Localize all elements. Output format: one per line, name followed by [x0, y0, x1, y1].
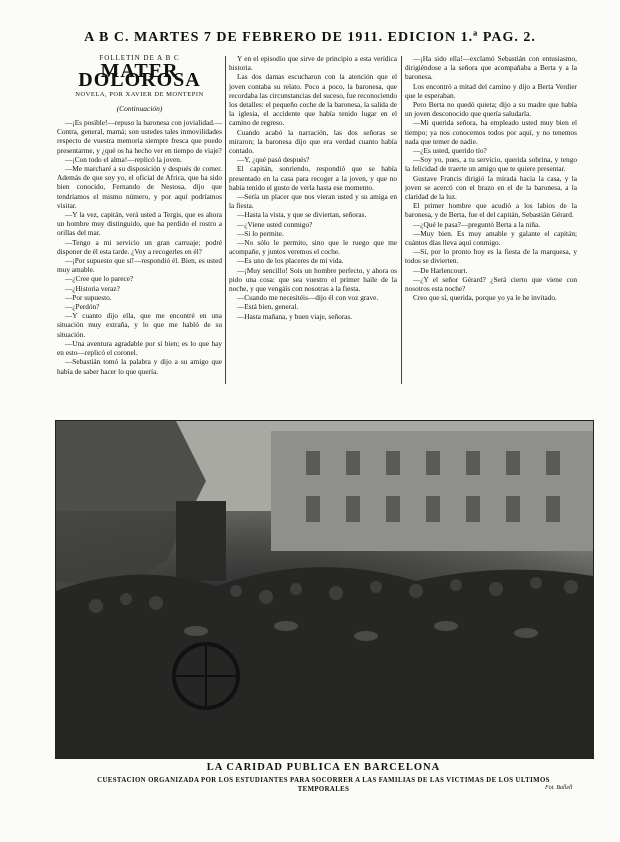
paragraph: —¿Perdón? [65, 302, 100, 312]
paragraph: —Soy yo, pues, a tu servicio, querida sobrina, y tengo la felicidad de traerte un amigo que te quiere presentar. [405, 155, 577, 174]
paragraph: —¡Muy sencillo! Sois un hombre perfecto, y ahora os pido una cosa: que sea vuestro el primer baile de la noche, y que vengáis con nosotras a la fiesta. [229, 265, 397, 294]
photo-title: LA CARIDAD PUBLICA EN BARCELONA [206, 762, 441, 773]
paragraph: —Sí, por lo pronto hoy es la fiesta de la marquesa, y todos se divierten. [405, 247, 577, 266]
paragraph: —¿Qué le pasa?—preguntó Berta a la niña. [413, 219, 541, 229]
paragraph: Los encontró a mitad del camino y dijo a Berta Verdier que le esperaban. [405, 81, 577, 100]
paragraph: —Y, ¿qué pasó después? [237, 155, 310, 165]
paragraph: Cuando acabó la narración, las dos señoras se miraron; la baronesa dijo que era verdad cuanto había contado. [229, 127, 397, 156]
paragraph: —¡Ha sido ella!—exclamó Sebastián con entusiasmo, dirigiéndose a la señora que acompañaba a Berta y a la baronesa. [405, 54, 577, 82]
paragraph: —¿Viene usted conmigo? [237, 219, 313, 229]
paragraph: —¿Cree que lo parece? [65, 274, 134, 284]
paragraph: —Me marcharé a su disposición y después de comer. Además de que soy yo, el oficial de Africa, que ha sido bien conocido, Fernando de Nestosa, dijo que tendríamos el mismo número, y por aquí podríamos visitar. [57, 164, 222, 210]
paragraph: —Hasta la vista, y que se diviertan, señoras. [237, 210, 367, 220]
paragraph: —¡Con todo el alma!—replicó la joven. [65, 154, 182, 164]
crowd [56, 567, 593, 758]
paragraph: —Es uno de los placeres de mi vida. [237, 256, 344, 266]
crowd-scene [56, 421, 593, 758]
paragraph: —No sólo le permito, sino que le ruego que me acompañe, y juntos veremos el coche. [229, 238, 397, 257]
paragraph: El primer hombre que acudió a los labios de la baronesa, y de Berta, fue el del capitán, Sebastián Gérard. [405, 201, 577, 220]
building-facade [271, 431, 593, 551]
paragraph: —De Harlencourt. [413, 265, 468, 275]
paragraph: —Si lo permite. [237, 228, 284, 238]
paragraph: —Por supuesto. [65, 292, 112, 302]
column-rule [225, 56, 226, 384]
paragraph: —Sería un placer que nos vieran usted y su amiga en la fiesta. [229, 192, 397, 211]
paragraph: El capitán, sonriendo, respondió que se había presentado en la casa para recoger a la joven, y que no había tenido el gusto de verla hasta ese momento. [229, 164, 397, 192]
paragraph: —Tengo a mi servicio un gran carruaje; podré disponer de él esta tarde. ¿Voy a recogerles en él? [57, 237, 222, 256]
photo-credit: Fot. Ballell [545, 785, 573, 791]
novel-subtitle: NOVELA, POR XAVIER DE MONTEPIN [75, 90, 204, 98]
feuilleton-label: FOLLETIN DE A B C [99, 54, 180, 62]
column-rule [401, 56, 402, 384]
paragraph: —Una aventura agradable por sí bien; es lo que hay en esto—replicó el coronel. [57, 338, 222, 358]
photo-subtitle: CUESTACION ORGANIZADA POR LOS ESTUDIANTES PARA SOCORRER A LAS FAMILIAS DE LAS VICTIMAS DE LOS ULTIMOS TEMPORALES [97, 777, 550, 793]
novel-continuation: (Continuación) [116, 103, 163, 113]
paragraph: —Y cuanto dijo ella, que me encontré en una situación muy extraña, y lo que me habló de su situación. [57, 311, 222, 339]
paragraph: Gustave Francis dirigió la mirada hacia la casa, y la joven se acercó con el brazo en el de la baronesa, a la claridad de la luz. [405, 173, 577, 202]
paragraph: Pero Berta no quedó quieta; dijo a su madre que había un joven desconocido que quería saludarla. [405, 100, 577, 119]
feuilleton-column [57, 54, 222, 384]
paragraph: —Sebastián tomó la palabra y dijo a su amigo que había de saber hacer lo que quería. [57, 357, 222, 376]
paragraph: —Cuando me necesitéis—dijo él con voz grave. [237, 293, 379, 303]
paragraph: —¡Es posible!—repuso la baronesa con jovialidad.—Contra, general, mamá; son ustedes tales inmovilidades respecto de vuestra memoria siempre fresca que puedo presentarme, y ¿qué os ha hecho ver en tiempo de viaje? [57, 118, 222, 155]
paragraph: Creo que sí, querida, porque yo ya le he invitado. [413, 293, 557, 303]
novel-title: MATER DOLOROSA [78, 60, 201, 92]
page-header: A B C. MARTES 7 DE FEBRERO DE 1911. EDICION 1.ª PAG. 2. [84, 30, 536, 45]
paragraph: Las dos damas escucharon con la atención que el joven contaba su relato. Poco a poco, la baronesa, que recordaba las circunstancias del suceso, fue reconociendo los detalles: el pequeño coche de la baronesa, la salida de la iglesia, el accidente que había tenido lugar en el camino de regreso. [229, 72, 397, 128]
text-column-3 [405, 54, 577, 384]
paragraph: Y en el episodio que sirve de principio a esta verídica historia. [229, 54, 397, 73]
text-column-2 [229, 54, 397, 384]
paragraph: —Está bien, general. [237, 302, 299, 312]
paragraph: —¡Por supuesto que sí!—respondió él. Bien, es usted muy amable. [57, 256, 222, 275]
paragraph: —¿Y el señor Gérard? ¿Será cierto que viene con nosotros esta noche? [405, 274, 577, 294]
paragraph: —¿Historia veraz? [65, 283, 120, 293]
news-photograph [55, 420, 594, 759]
paragraph: —Muy bien. Es muy amable y galante el capitán; cuántos días lleva aquí conmigo. [405, 228, 577, 248]
paragraph: —Y la vez, capitán, verá usted a Tergis, que es ahora un hombre muy distinguido, que ha perdido el rostro a orillas del mar. [57, 210, 222, 238]
paragraph: —¿Es usted, querido tío? [413, 146, 487, 156]
dark-building [176, 501, 226, 581]
paragraph: —Hasta mañana, y buen viaje, señoras. [237, 311, 353, 321]
paragraph: —Mi querida señora, ha empleado usted muy bien el tiempo; ya nos conocemos todos por aquí, y no tenemos nada que temer de nadie. [405, 118, 577, 146]
